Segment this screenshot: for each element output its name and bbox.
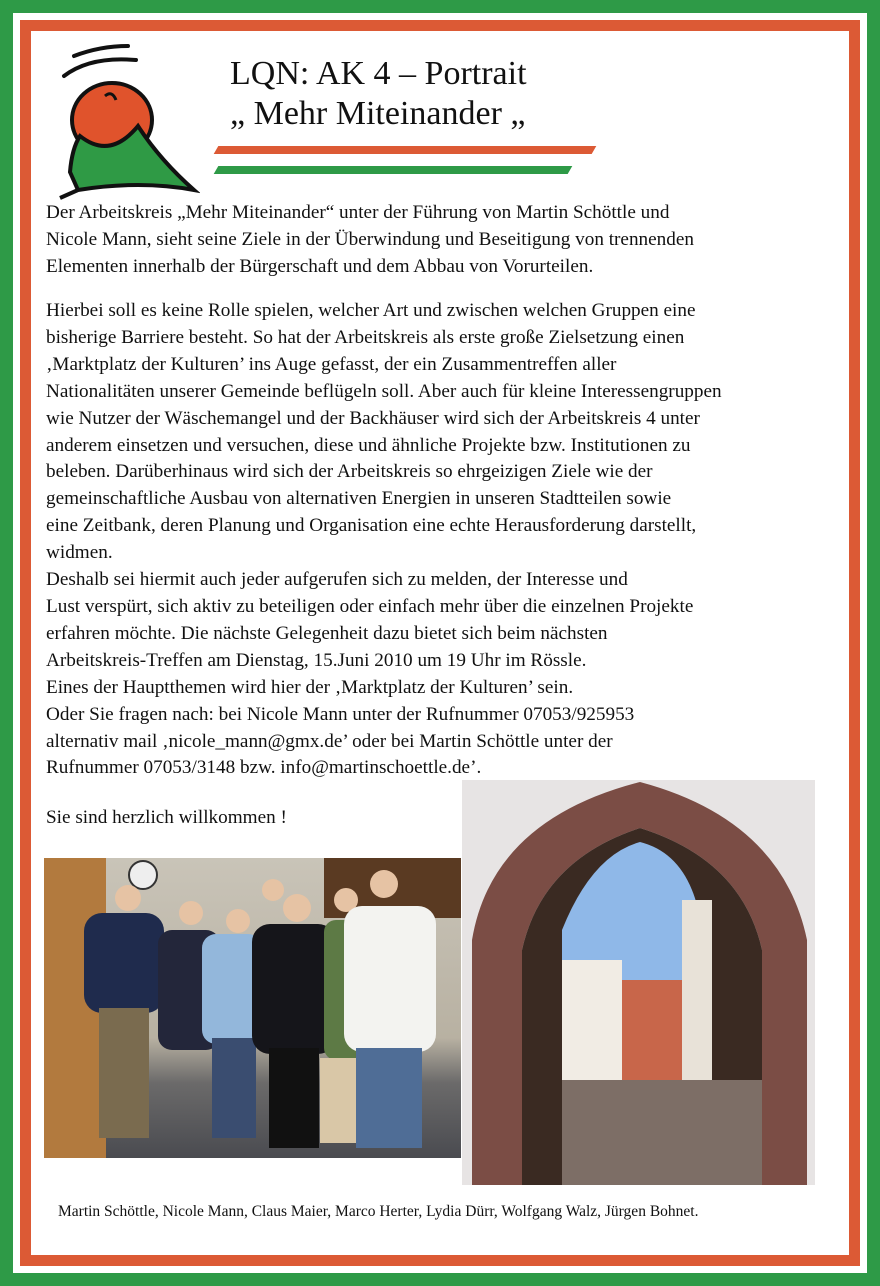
text-line: Eines der Hauptthemen wird hier der ‚Marktplatz der Kulturen’ sein. bbox=[46, 676, 574, 698]
paragraph-main bbox=[46, 298, 722, 782]
text-line: bisherige Barriere besteht. So hat der Arbeitskreis als erste große Zielsetzung einen bbox=[46, 326, 685, 348]
text-line: erfahren möchte. Die nächste Gelegenheit dazu bietet sich beim nächsten bbox=[46, 622, 608, 644]
title-line: LQN: AK 4 – Portrait bbox=[230, 55, 527, 92]
subtitle-line: „ Mehr Miteinander „ bbox=[230, 95, 526, 132]
archway-photo bbox=[462, 780, 815, 1185]
text-line: anderem einsetzen und versuchen, diese und ähnliche Projekte bzw. Institutionen zu bbox=[46, 434, 691, 456]
text-line: Lust verspürt, sich aktiv zu beteiligen oder einfach mehr über die einzelnen Projekte bbox=[46, 595, 694, 617]
text-line: Der Arbeitskreis „Mehr Miteinander“ unter der Führung von Martin Schöttle und bbox=[46, 202, 670, 223]
photo-caption: Martin Schöttle, Nicole Mann, Claus Maier, Marco Herter, Lydia Dürr, Wolfgang Walz, Jürgen Bohnet. bbox=[58, 1203, 699, 1220]
text-line: Rufnummer 07053/3148 bzw. info@martinschoettle.de’. bbox=[46, 757, 482, 779]
logo-figure-icon bbox=[50, 40, 200, 205]
text-line: beleben. Darüberhinaus wird sich der Arbeitskreis so ehrgeizigen Ziele wie der bbox=[46, 461, 653, 483]
group-photo bbox=[44, 858, 461, 1158]
text-line: ‚Marktplatz der Kulturen’ ins Auge gefasst, der ein Zusammentreffen aller bbox=[46, 353, 617, 375]
text-line: wie Nutzer der Wäschemangel und der Backhäuser wird sich der Arbeitskreis 4 unter bbox=[46, 407, 700, 429]
green-stripe bbox=[214, 166, 573, 174]
text-line: widmen. bbox=[46, 542, 113, 564]
paragraph-intro bbox=[46, 200, 694, 281]
text-line: Hierbei soll es keine Rolle spielen, welcher Art und zwischen welchen Gruppen eine bbox=[46, 300, 696, 321]
text-line: Deshalb sei hiermit auch jeder aufgerufen sich zu melden, der Interesse und bbox=[46, 569, 628, 591]
text-line: Elementen innerhalb der Bürgerschaft und dem Abbau von Vorurteilen. bbox=[46, 255, 594, 277]
archway-scene bbox=[462, 780, 815, 1185]
text-line: gemeinschaftliche Ausbau von alternativen Energien in unseren Stadtteilen sowie bbox=[46, 488, 672, 510]
orange-stripe bbox=[214, 146, 597, 154]
text-line: Nationalitäten unserer Gemeinde beflügeln soll. Aber auch für kleine Interessengruppen bbox=[46, 380, 722, 402]
text-line: Arbeitskreis-Treffen am Dienstag, 15.Juni 2010 um 19 Uhr im Rössle. bbox=[46, 649, 587, 671]
text-line: alternativ mail ‚nicole_mann@gmx.de’ oder bei Martin Schöttle unter der bbox=[46, 730, 613, 752]
page-title bbox=[230, 54, 527, 134]
text-line: eine Zeitbank, deren Planung und Organisation eine echte Herausforderung darstellt, bbox=[46, 515, 697, 537]
closing-text: Sie sind herzlich willkommen ! bbox=[46, 807, 287, 828]
people-silhouettes bbox=[44, 858, 461, 1158]
text-line: Oder Sie fragen nach: bei Nicole Mann unter der Rufnummer 07053/925953 bbox=[46, 703, 635, 725]
text-line: Nicole Mann, sieht seine Ziele in der Überwindung und Beseitigung von trennenden bbox=[46, 228, 694, 250]
